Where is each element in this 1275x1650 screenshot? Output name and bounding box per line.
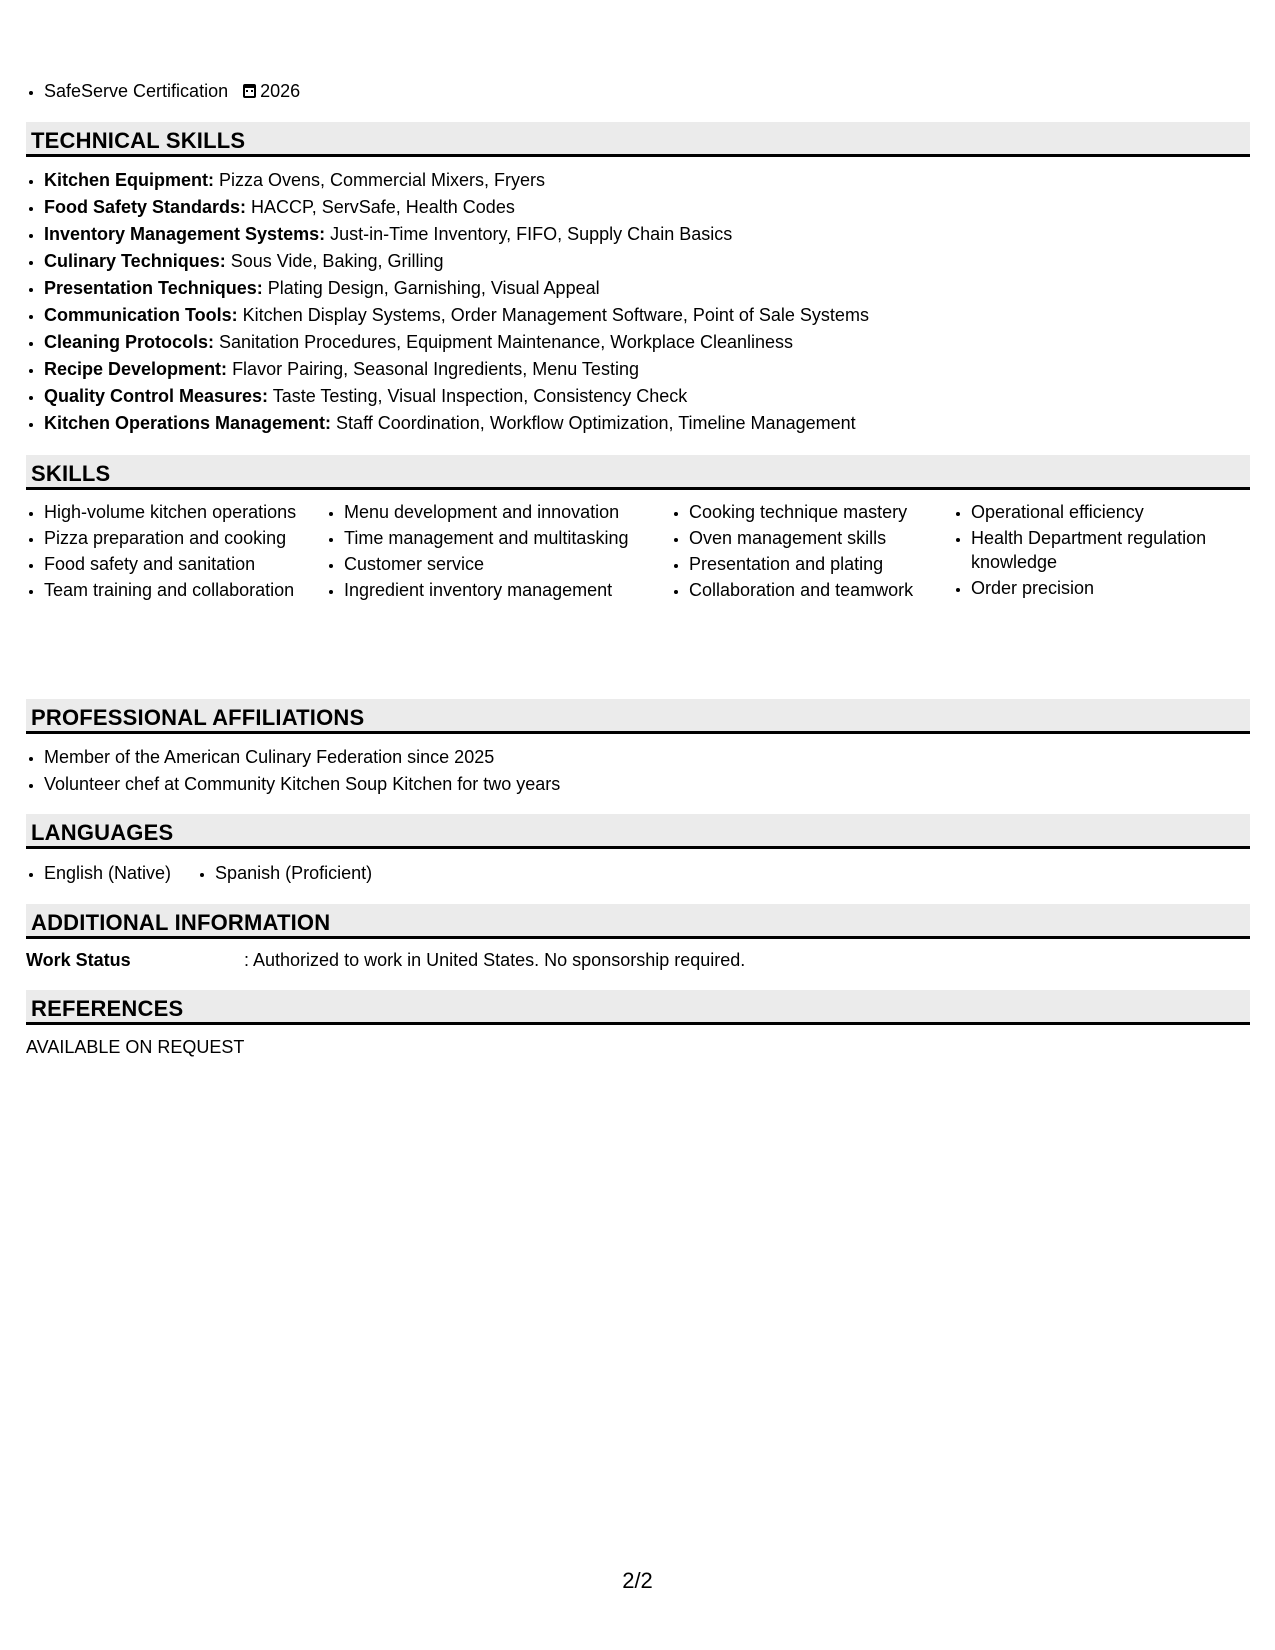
skill-item: • Health Department regulation knowledge (971, 526, 1271, 574)
technical-skill-item (44, 329, 869, 356)
technical-skills-list (26, 167, 869, 437)
languages-list (26, 860, 398, 887)
calendar-icon (243, 84, 256, 98)
page-number: 2/2 (622, 1568, 653, 1593)
language-item: • Spanish (Proficient) (215, 860, 372, 887)
certification-name: SafeServe Certification (44, 81, 229, 101)
section-title: LANGUAGES (31, 820, 174, 845)
section-title: REFERENCES (31, 996, 184, 1021)
skill-values: Pizza Ovens, Commercial Mixers, Fryers (214, 170, 546, 190)
technical-skill-item (44, 383, 869, 410)
skills-column-4 (953, 500, 1271, 604)
certification-list (26, 78, 300, 105)
skill-category: Food Safety Standards: (44, 197, 247, 217)
skill-item: • Customer service (344, 552, 656, 576)
work-status-label: Work Status (26, 950, 131, 970)
section-title: SKILLS (31, 461, 111, 486)
skill-category: Culinary Techniques: (44, 251, 226, 271)
skill-item: • Presentation and plating (689, 552, 943, 576)
affiliation-item: • Member of the American Culinary Federation since 2025 (44, 744, 560, 771)
skill-item: • Order precision (971, 576, 1271, 600)
section-header-technical-skills (26, 122, 1250, 157)
certification-date (243, 81, 300, 101)
skill-item: • Team training and collaboration (44, 578, 316, 602)
skill-category: Presentation Techniques: (44, 278, 263, 298)
technical-skill-item (44, 221, 869, 248)
technical-skill-item (44, 302, 869, 329)
skill-item: • Ingredient inventory management (344, 578, 656, 602)
technical-skill-item (44, 275, 869, 302)
section-header-references (26, 990, 1250, 1025)
section-header-skills (26, 455, 1250, 490)
skill-category: Communication Tools: (44, 305, 238, 325)
work-status-row (26, 950, 745, 971)
skill-category: Kitchen Operations Management: (44, 413, 332, 433)
skill-category: Cleaning Protocols: (44, 332, 215, 352)
skill-values: Sanitation Procedures, Equipment Maintenance, Workplace Cleanliness (214, 332, 794, 352)
section-title: PROFESSIONAL AFFILIATIONS (31, 705, 365, 730)
skills-column-1 (26, 500, 316, 604)
certification-item (44, 78, 300, 105)
skill-category: Kitchen Equipment: (44, 170, 214, 190)
skill-item: • Oven management skills (689, 526, 943, 550)
affiliations-block (26, 744, 560, 798)
skill-category: Quality Control Measures: (44, 386, 269, 406)
language-item: • English (Native) (44, 860, 171, 887)
skill-values: HACCP, ServSafe, Health Codes (246, 197, 515, 217)
skill-values: Kitchen Display Systems, Order Management Software, Point of Sale Systems (237, 305, 869, 325)
skill-values: Plating Design, Garnishing, Visual Appeal (262, 278, 600, 298)
skill-item: • Operational efficiency (971, 500, 1271, 524)
skill-item: • Time management and multitasking (344, 526, 656, 550)
technical-skill-item (44, 410, 869, 437)
affiliations-list (26, 744, 560, 798)
skill-values: Taste Testing, Visual Inspection, Consistency Check (268, 386, 688, 406)
languages-block (26, 860, 398, 887)
skill-values: Sous Vide, Baking, Grilling (225, 251, 444, 271)
skill-item: • Collaboration and teamwork (689, 578, 943, 602)
work-status-value: : Authorized to work in United States. No sponsorship required. (244, 950, 746, 970)
section-header-languages (26, 814, 1250, 849)
skill-item: • Pizza preparation and cooking (44, 526, 316, 550)
skill-values: Flavor Pairing, Seasonal Ingredients, Menu Testing (227, 359, 639, 379)
technical-skills-block (26, 167, 869, 437)
section-title: ADDITIONAL INFORMATION (31, 910, 331, 935)
section-header-affiliations (26, 699, 1250, 734)
skill-item: • High-volume kitchen operations (44, 500, 316, 524)
skill-item: • Cooking technique mastery (689, 500, 943, 524)
certification-year: 2026 (260, 81, 301, 101)
skill-item: • Menu development and innovation (344, 500, 656, 524)
technical-skill-item (44, 194, 869, 221)
skill-values: Staff Coordination, Workflow Optimization, Timeline Management (331, 413, 856, 433)
skill-category: Recipe Development: (44, 359, 228, 379)
skills-columns (26, 500, 1271, 604)
skill-values: Just-in-Time Inventory, FIFO, Supply Chain Basics (325, 224, 733, 244)
technical-skill-item (44, 167, 869, 194)
skills-column-2 (326, 500, 656, 604)
skill-category: Inventory Management Systems: (44, 224, 326, 244)
skills-column-3 (671, 500, 943, 604)
technical-skill-item (44, 356, 869, 383)
skill-item: • Food safety and sanitation (44, 552, 316, 576)
technical-skill-item (44, 248, 869, 275)
section-title: TECHNICAL SKILLS (31, 128, 246, 153)
section-header-additional-information (26, 904, 1250, 939)
references-text: AVAILABLE ON REQUEST (26, 1037, 245, 1057)
affiliation-item: • Volunteer chef at Community Kitchen Soup Kitchen for two years (44, 771, 560, 798)
